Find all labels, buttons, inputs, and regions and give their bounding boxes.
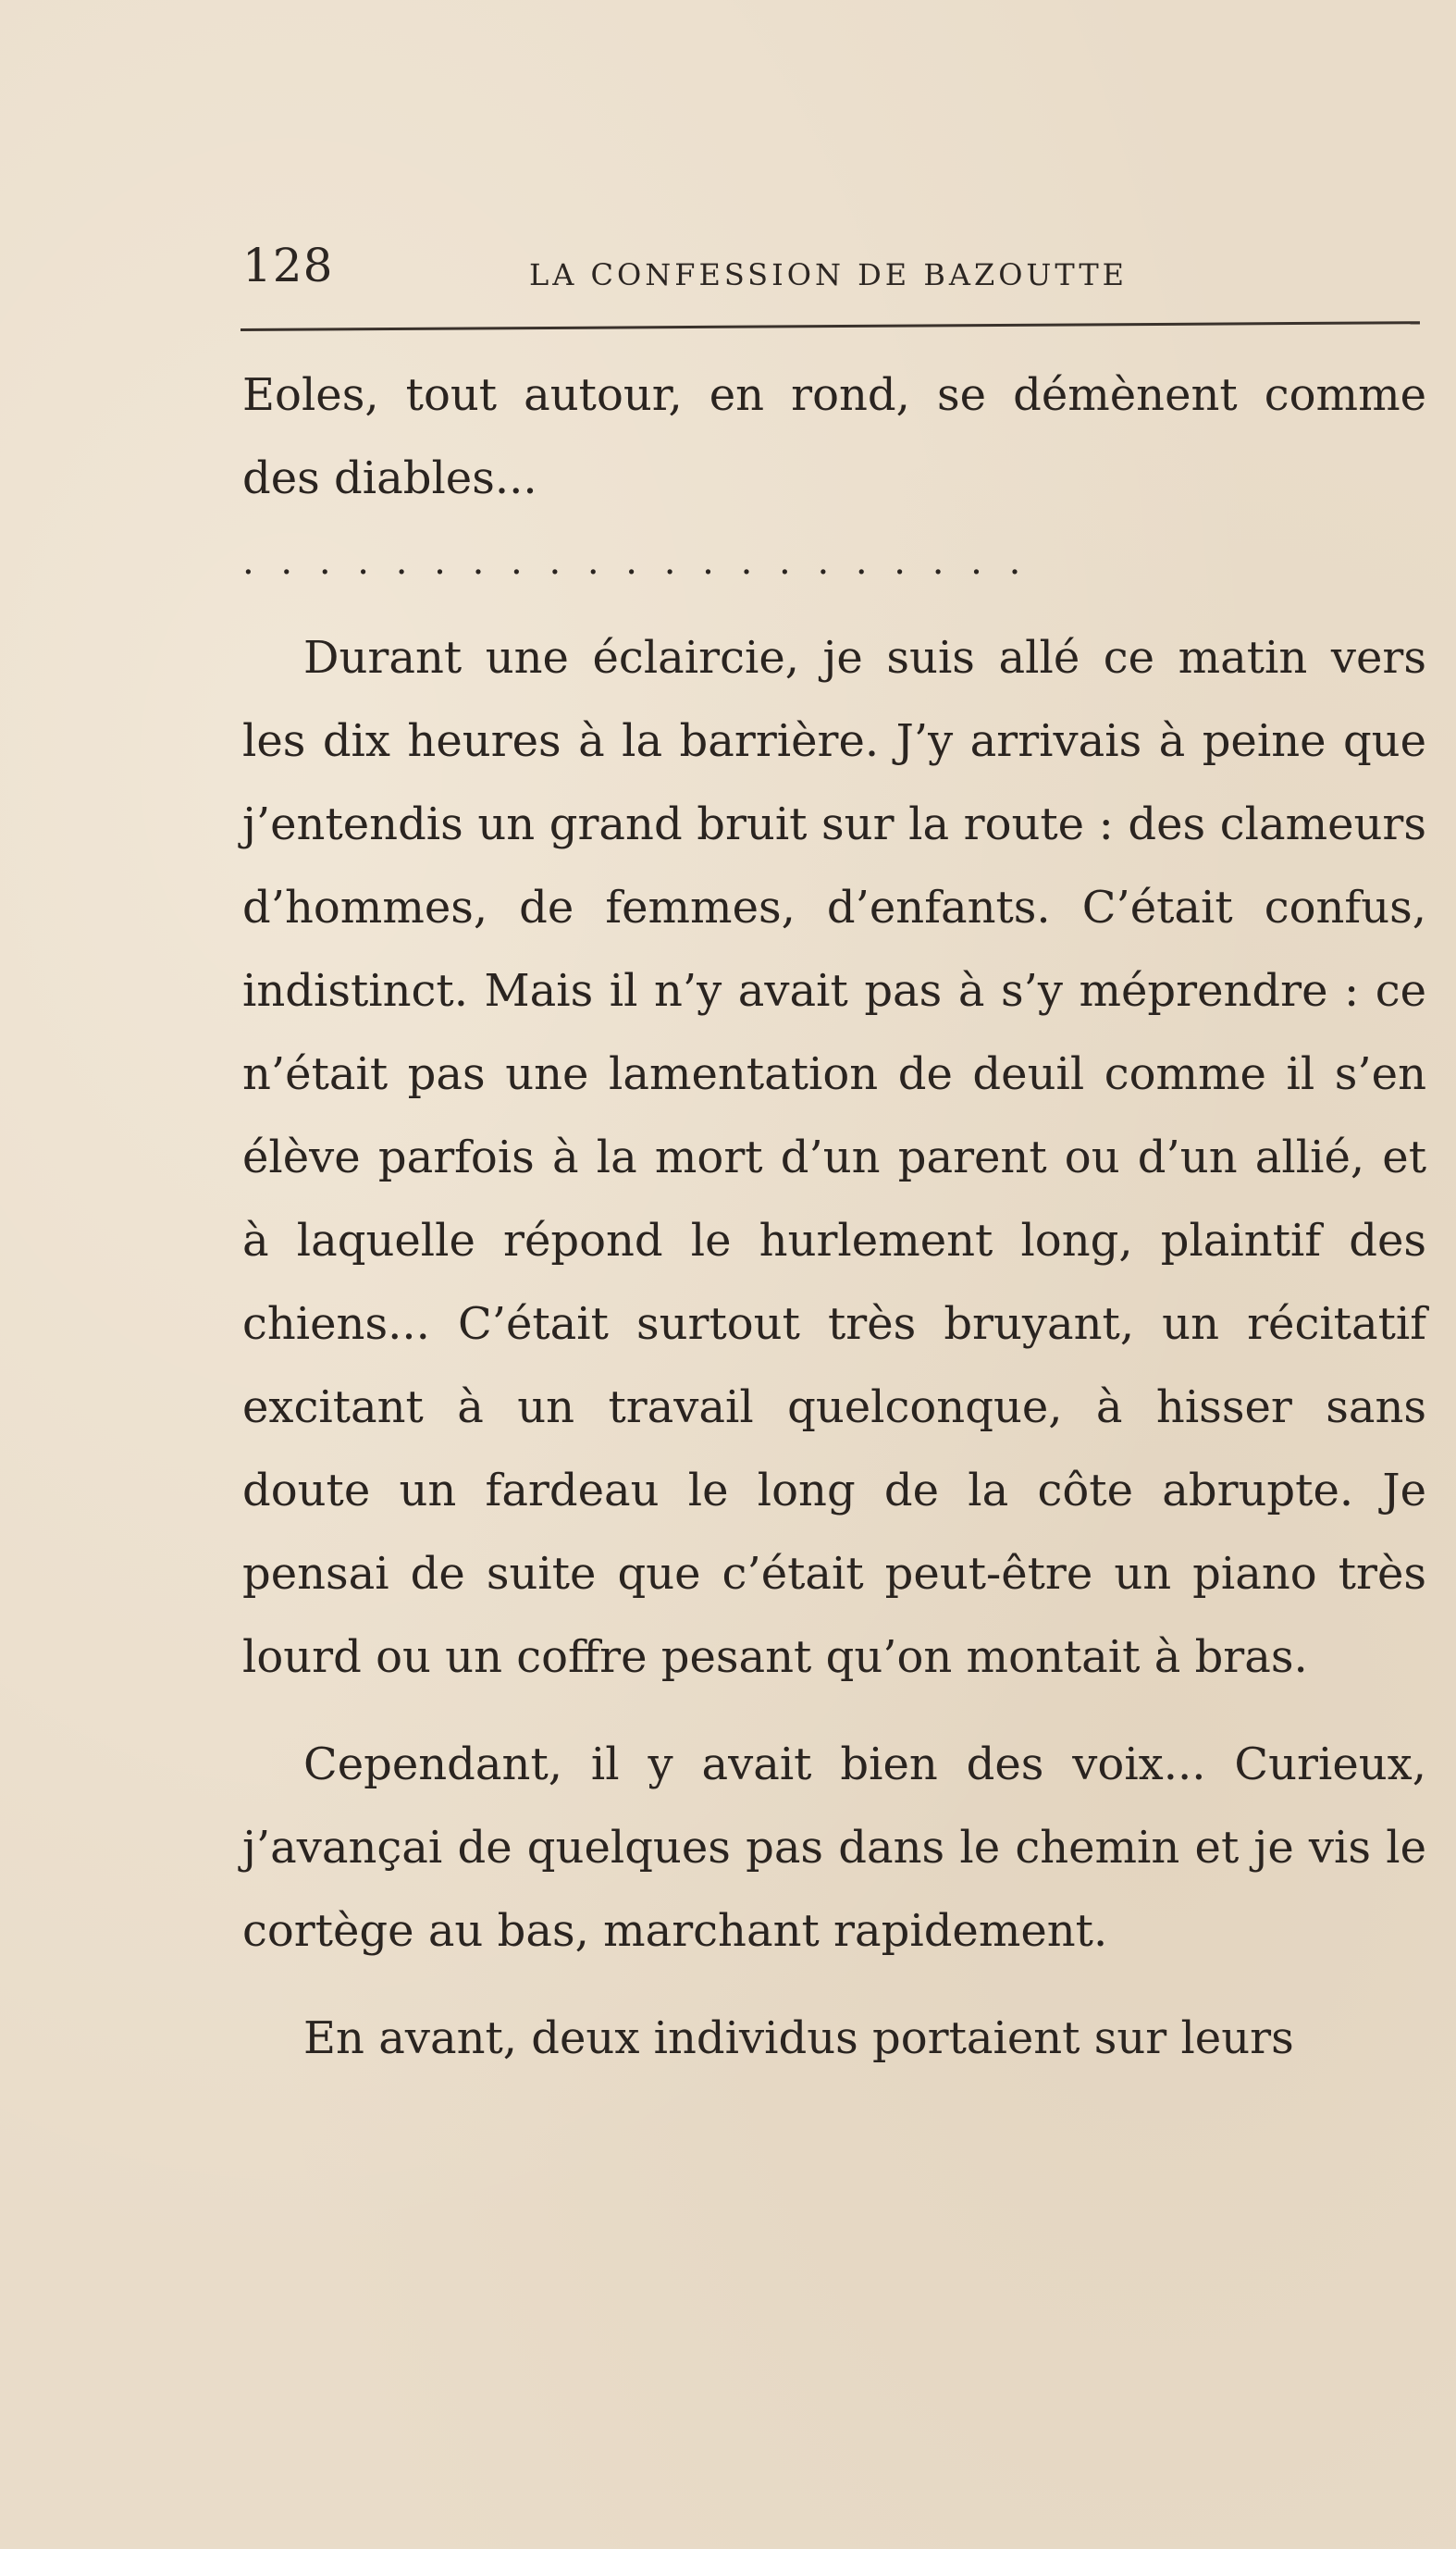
separator-dots: . . . . . . . . . . . . . . . . . . . . . (242, 540, 1029, 583)
running-title: LA CONFESSION DE BAZOUTTE (529, 257, 1129, 292)
paragraph-2: Durant une éclaircie, je suis allé ce matin vers les dix heures à la barrière. J’y arrivais à peine que j’entendis un grand bruit sur la route : des clameurs d’hommes, de femmes, d’enfants. C’était confus, indistinct. Mais il n’y avait pas à s’y méprendre : ce n’était pas une lamentation de deuil comme il s’en élève parfois à la mort d’un parent ou d’un allié, et à laquelle répond le hurlement long, plaintif des chiens... C’était surtout très bruyant, un récitatif excitant à un travail quelconque, à hisser sans doute un fardeau le long de la côte abrupte. Je pensai de suite que c’était peut-être un piano très lourd ou un coffre pesant qu’on montait à bras. (242, 632, 1426, 1683)
paragraph-3: Cependant, il y avait bien des voix... Curieux, j’avançai de quelques pas dans le chemin et je vis le cortège au bas, marchant rapidement. (242, 1739, 1426, 1957)
header-rule (241, 321, 1420, 331)
paragraph-1: Eoles, tout autour, en rond, se démènent comme des diables... (242, 369, 1426, 504)
body-text (242, 353, 1426, 2080)
page-header (242, 231, 1426, 296)
page-number: 128 (242, 239, 334, 292)
paragraph-4: En avant, deux individus portaient sur leurs (303, 2012, 1294, 2064)
section-separator (242, 520, 1426, 603)
